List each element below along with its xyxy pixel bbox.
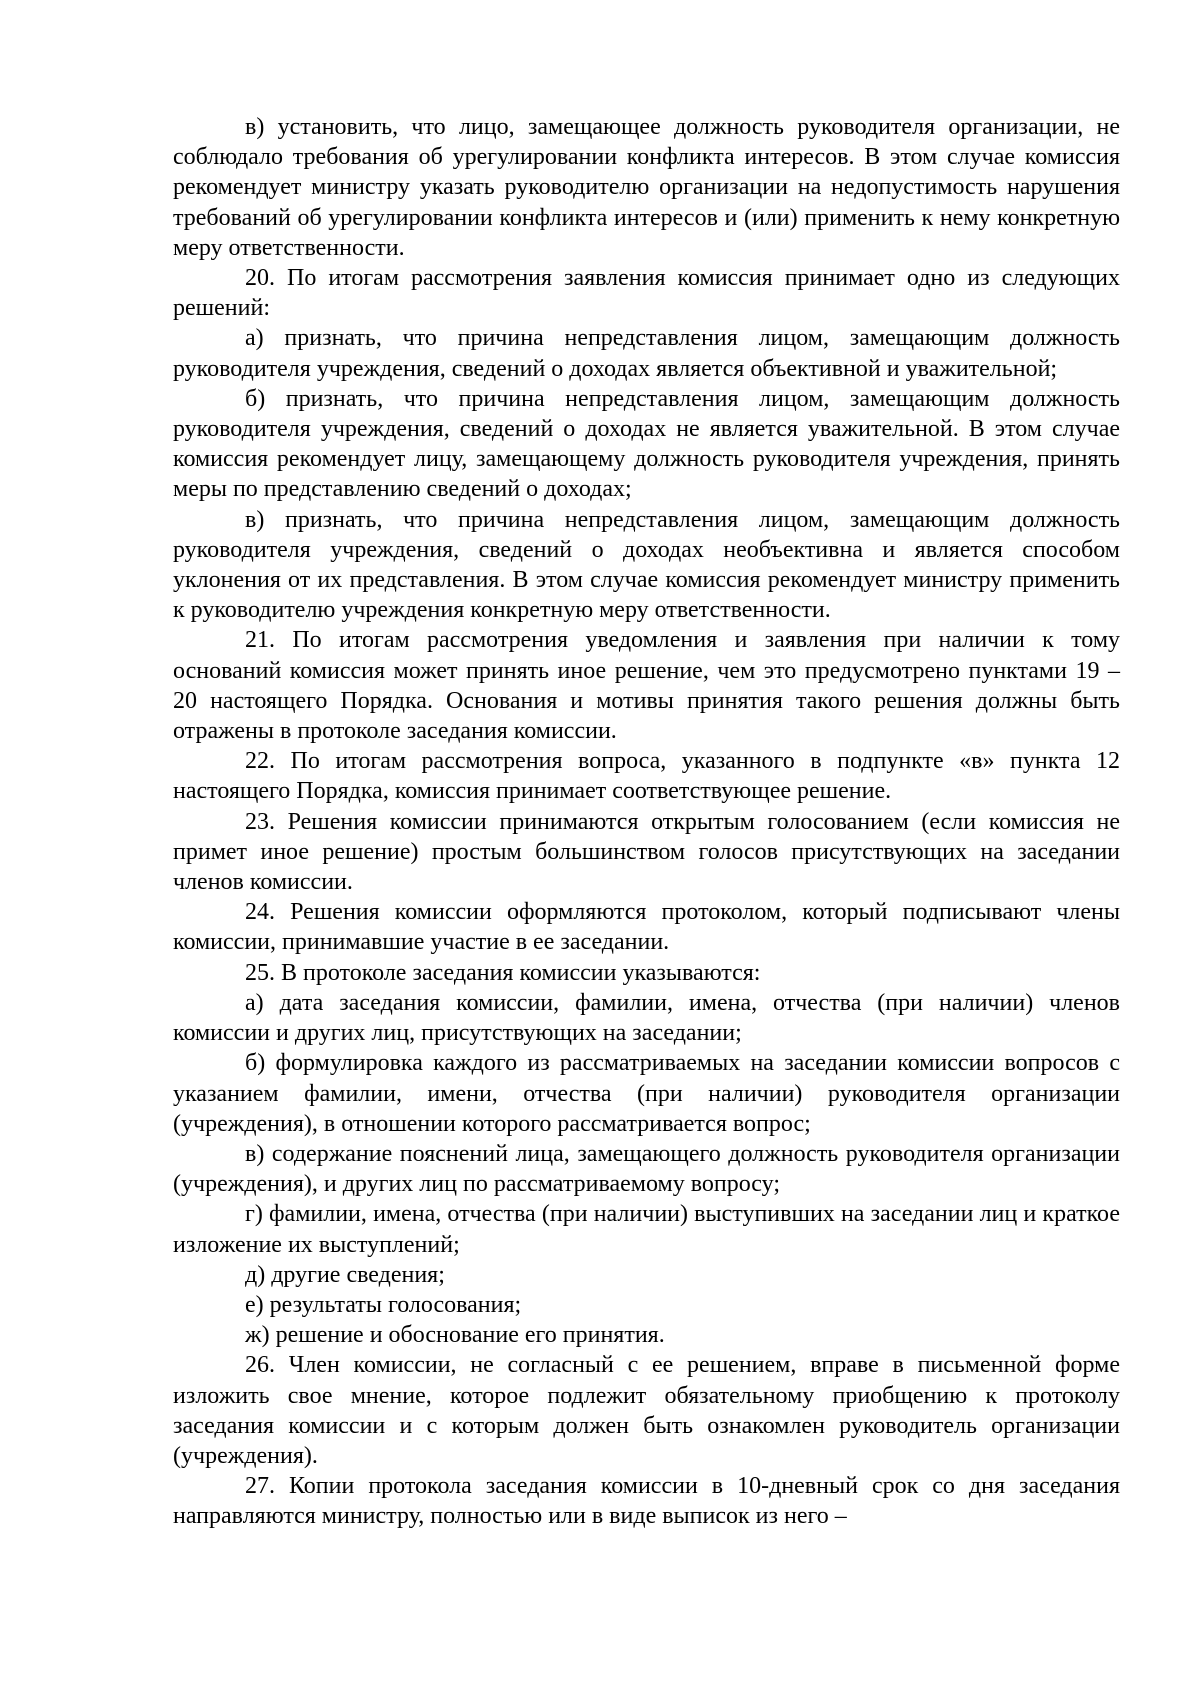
paragraph-25g: г) фамилии, имена, отчества (при наличии) выступивших на заседании лиц и краткое изложение их выступлений;	[173, 1201, 1120, 1258]
paragraph-22: 22. По итогам рассмотрения вопроса, указанного в подпункте «в» пункта 12 настоящего Порядка, комиссия принимает соответствующее решение.	[173, 748, 1120, 805]
paragraph-19v: в) установить, что лицо, замещающее должность руководителя организации, не соблюдало требования об урегулировании конфликта интересов. В этом случае комиссия рекомендует министру указать руководителю организации на недопустимость нарушения требований об урегулировании конфликта интересов и (или) применить к нему конкретную меру ответственности.	[173, 114, 1120, 261]
paragraph-26: 26. Член комиссии, не согласный с ее решением, вправе в письменной форме изложить свое мнение, которое подлежит обязательному приобщению к протоколу заседания комиссии и с которым должен быть ознакомлен руководитель организации (учреждения).	[173, 1352, 1120, 1469]
paragraph-25e: е) результаты голосования;	[245, 1291, 522, 1318]
paragraph-24: 24. Решения комиссии оформляются протоколом, который подписывают члены комиссии, принимавшие участие в ее заседании.	[173, 899, 1120, 956]
paragraph-20b: б) признать, что причина непредставления лицом, замещающим должность руководителя учреждения, сведений о доходах не является уважительной. В этом случае комиссия рекомендует лицу, замещающему должность руководителя учреждения, принять меры по представлению сведений о доходах;	[173, 385, 1120, 503]
paragraph-25zh: ж) решение и обоснование его принятия.	[245, 1322, 665, 1349]
paragraph-20a: а) признать, что причина непредставления лицом, замещающим должность руководителя учреждения, сведений о доходах является объективной и уважительной;	[173, 325, 1120, 382]
paragraph-25v: в) содержание пояснений лица, замещающего должность руководителя организации (учреждения), и других лиц по рассматриваемому вопросу;	[173, 1140, 1120, 1198]
paragraph-25: 25. В протоколе заседания комиссии указываются:	[245, 959, 761, 986]
paragraph-25b: б) формулировка каждого из рассматриваемых на заседании комиссии вопросов с указанием фамилии, имени, отчества (при наличии) руководителя организации (учреждения), в отношении которого рассматривается вопрос;	[173, 1050, 1120, 1137]
paragraph-21: 21. По итогам рассмотрения уведомления и заявления при наличии к тому оснований комиссия может принять иное решение, чем это предусмотрено пунктами 19 – 20 настоящего Порядка. Основания и мотивы принятия такого решения должны быть отражены в протоколе заседания комиссии.	[173, 627, 1120, 745]
paragraph-25d: д) другие сведения;	[245, 1261, 445, 1288]
paragraph-23: 23. Решения комиссии принимаются открытым голосованием (если комиссия не примет иное решение) простым большинством голосов присутствующих на заседании членов комиссии.	[173, 808, 1120, 896]
document-page	[173, 112, 1120, 1532]
paragraph-25a: а) дата заседания комиссии, фамилии, имена, отчества (при наличии) членов комиссии и других лиц, присутствующих на заседании;	[173, 989, 1120, 1047]
paragraph-20v: в) признать, что причина непредставления лицом, замещающим должность руководителя учреждения, сведений о доходах необъективна и является способом уклонения от их представления. В этом случае комиссия рекомендует министру применить к руководителю учреждения конкретную меру ответственности.	[173, 506, 1120, 624]
paragraph-27: 27. Копии протокола заседания комиссии в 10-дневный срок со дня заседания направляются министру, полностью или в виде выписок из него –	[173, 1473, 1120, 1530]
paragraph-20: 20. По итогам рассмотрения заявления комиссия принимает одно из следующих решений:	[173, 265, 1120, 322]
